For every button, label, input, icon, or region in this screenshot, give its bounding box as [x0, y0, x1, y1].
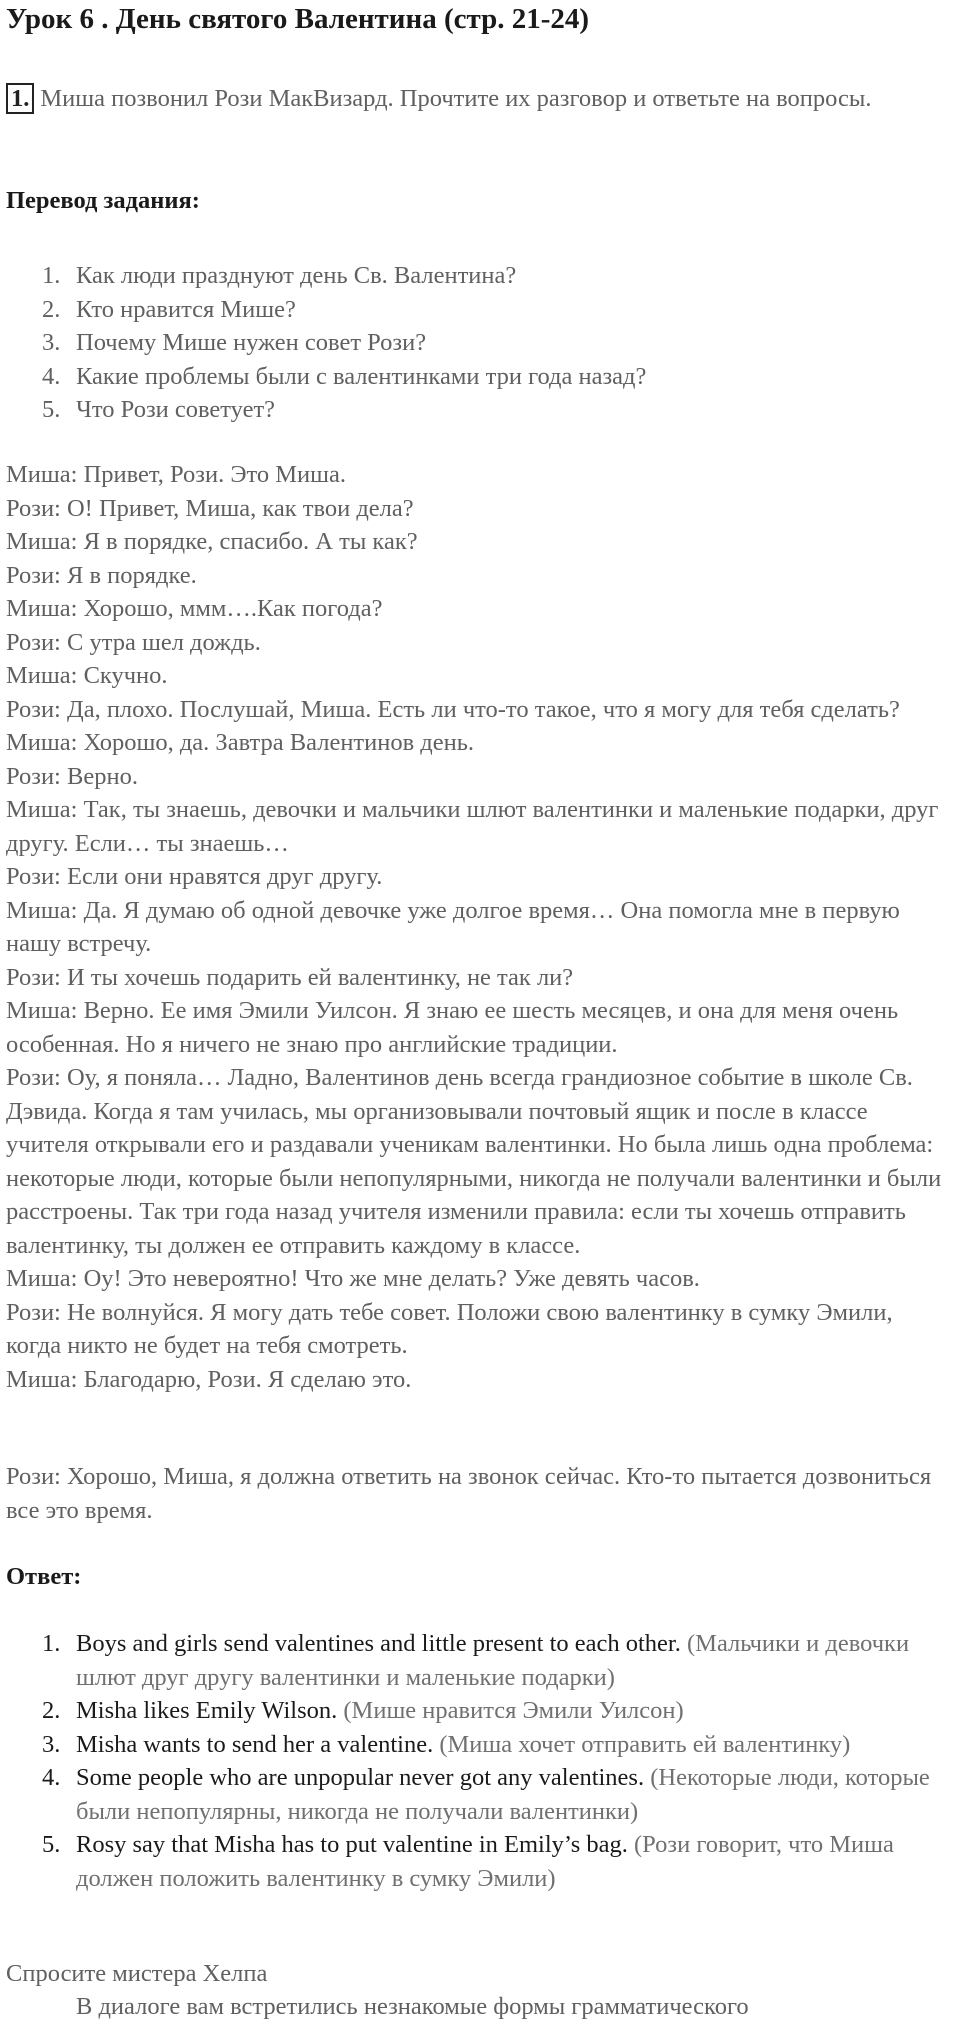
dialog-line: Миша: Да. Я думаю об одной девочке уже долгое время… Она помогла мне в первую нашу встречу.: [6, 896, 900, 957]
dialog-block: [6, 458, 952, 1396]
answer-translation: (Миша хочет отправить ей валентинку): [439, 1730, 851, 1758]
answer-item: [6, 1761, 952, 1828]
answer-text: Rosy say that Misha has to put valentine in Emily’s bag.: [76, 1831, 628, 1858]
answer-translation: (Некоторые люди, которые были непопулярны, никогда не получали валентинки): [76, 1764, 930, 1825]
dialog-line: Рози: Если они нравятся друг другу.: [6, 863, 383, 890]
translation-heading: Перевод задания:: [6, 187, 200, 214]
dialog-line: Миша: Верно. Ее имя Эмили Уилсон. Я знаю ее шесть месяцев, и она для меня очень особенная. Но я ничего не знаю про английские традиции.: [6, 997, 899, 1058]
page-title: Урок 6 . День святого Валентина (стр. 21-24): [6, 3, 590, 35]
questions-list: [6, 259, 952, 427]
dialog-line: Рози: Оу, я поняла… Ладно, Валентинов день всегда грандиозное событие в школе Св. Дэвида. Когда я там училась, мы организовывали почтовый ящик и после в классе учителя открывали его и раздавали ученикам валентинки. Но была лишь одна проблема: некоторые люди, которые были непопулярными, никогда не получали валентинки и были расстроены. Так три года назад учителя изменили правила: если ты хочешь отправить валентинку, ты должен ее отправить каждому в классе.: [6, 1064, 942, 1259]
task-instruction: [6, 82, 952, 116]
answer-number: 4.: [42, 1764, 61, 1791]
dialog-line: Миша: Так, ты знаешь, девочки и мальчики шлют валентинки и маленькие подарки, друг другу. Если… ты знаешь…: [6, 796, 939, 857]
answer-number: 5.: [42, 1831, 61, 1858]
answer-item: [6, 1728, 952, 1762]
answer-text: Misha wants to send her a valentine.: [76, 1730, 434, 1758]
dialog-line: Миша: Привет, Рози. Это Миша.: [6, 461, 347, 488]
dialog-line: Рози: С утра шел дождь.: [6, 628, 261, 656]
footer-text: В диалоге вам встретились незнакомые формы грамматического: [76, 1993, 749, 2020]
question-text: Почему Мише нужен совет Рози?: [76, 329, 427, 356]
question-item: [6, 293, 952, 327]
dialog-line: Миша: Хорошо, да. Завтра Валентинов день.: [6, 729, 475, 756]
question-item: [6, 393, 952, 427]
question-item: [6, 259, 952, 293]
answer-translation: (Рози говорит, что Миша должен положить валентинку в сумку Эмили): [76, 1831, 894, 1892]
question-text: Как люди празднуют день Св. Валентина?: [76, 262, 517, 289]
answer-translation: (Мальчики и девочки шлют друг другу валентинки и маленькие подарки): [76, 1630, 910, 1691]
question-number: 2.: [42, 295, 61, 323]
answer-number: 3.: [42, 1730, 61, 1758]
task-number-box: 1.: [6, 83, 34, 114]
answer-text: Some people who are unpopular never got any valentines.: [76, 1764, 645, 1791]
dialog-line: Рози: И ты хочешь подарить ей валентинку, не так ли?: [6, 963, 574, 991]
dialog-line: Миша: Я в порядке, спасибо. А ты как?: [6, 528, 418, 555]
dialog-line: Рози: Не волнуйся. Я могу дать тебе совет. Положи свою валентинку в сумку Эмили, когда никто не будет на тебя смотреть.: [6, 1298, 893, 1359]
dialog-last-line: Рози: Хорошо, Миша, я должна ответить на звонок сейчас. Кто-то пытается дозвониться все это время.: [6, 1463, 932, 1524]
answer-text: Boys and girls send valentines and little present to each other.: [76, 1630, 681, 1657]
dialog-line: Рози: Верно.: [6, 762, 138, 790]
answer-text: Misha likes Emily Wilson.: [76, 1697, 338, 1724]
dialog-line: Миша: Оу! Это невероятно! Что же мне делать? Уже девять часов.: [6, 1265, 700, 1292]
dialog-line: Рози: Я в порядке.: [6, 561, 197, 589]
answer-item: [6, 1627, 952, 1694]
question-number: 5.: [42, 396, 61, 423]
answer-number: 1.: [42, 1630, 61, 1657]
footer-heading: Спросите мистера Хелпа: [6, 1960, 268, 1987]
question-number: 4.: [42, 362, 61, 390]
answer-item: [6, 1694, 952, 1728]
answer-number: 2.: [42, 1697, 61, 1724]
answer-heading: Ответ:: [6, 1563, 82, 1590]
dialog-line: Миша: Скучно.: [6, 662, 168, 689]
task-text: Миша позвонил Рози МакВизард. Прочтите их разговор и ответьте на вопросы.: [40, 85, 872, 112]
answers-list: [6, 1627, 952, 1895]
dialog-line: Рози: О! Привет, Миша, как твои дела?: [6, 494, 414, 522]
dialog-line: Миша: Хорошо, ммм….Как погода?: [6, 595, 383, 622]
question-number: 3.: [42, 329, 61, 356]
question-item: [6, 326, 952, 360]
question-number: 1.: [42, 262, 61, 289]
question-item: [6, 360, 952, 394]
answer-translation: (Мише нравится Эмили Уилсон): [343, 1697, 684, 1724]
question-text: Что Рози советует?: [76, 396, 276, 423]
dialog-line: Рози: Да, плохо. Послушай, Миша. Есть ли что-то такое, что я могу для тебя сделать?: [6, 695, 900, 723]
answer-item: [6, 1828, 952, 1895]
question-text: Кто нравится Мише?: [76, 295, 296, 323]
dialog-line: Миша: Благодарю, Рози. Я сделаю это.: [6, 1365, 412, 1393]
question-text: Какие проблемы были с валентинками три года назад?: [76, 362, 647, 390]
